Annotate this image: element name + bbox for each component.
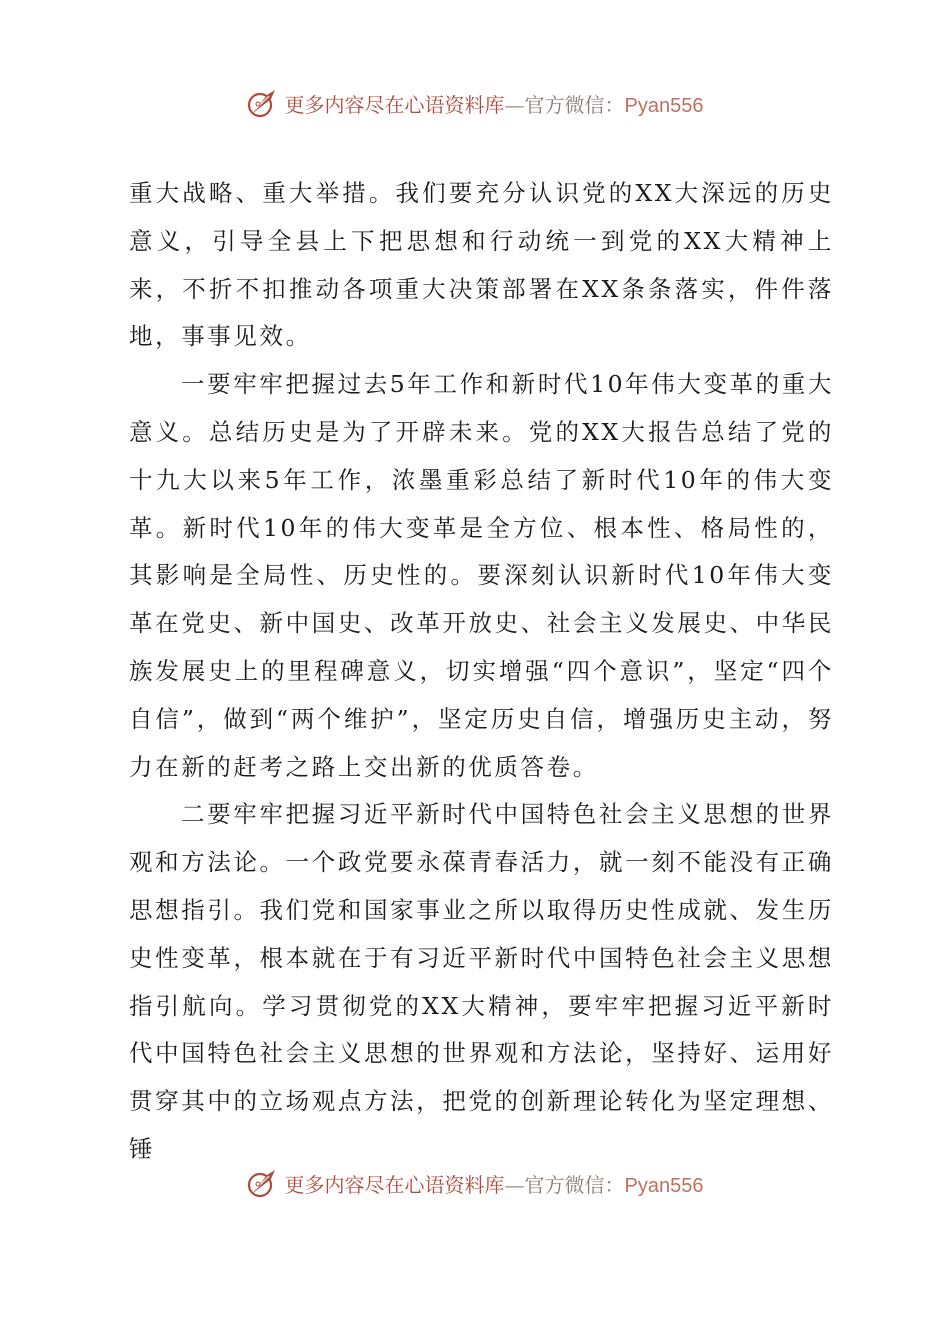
document-body	[129, 170, 834, 1174]
paragraph-point-two: 二要牢牢把握习近平新时代中国特色社会主义思想的世界观和方法论。一个政党要永葆青春活力，就一刻不能没有正确思想指引。我们党和国家事业之所以取得历史性成就、发生历史性变革，根本就在于有习近平新时代中国特色社会主义思想指引航向。学习贯彻党的XX大精神，要牢牢把握习近平新时代中国特色社会主义思想的世界观和方法论，坚持好、运用好贯穿其中的立场观点方法，把党的创新理论转化为坚定理想、锤	[129, 800, 834, 1163]
watermark-separator: —	[504, 1172, 525, 1197]
paragraph-continued: 重大战略、重大举措。我们要充分认识党的XX大深远的历史意义，引导全县上下把思想和行动统一到党的XX大精神上来，不折不扣推动各项重大决策部署在XX条条落实，件件落地，事事见效。	[129, 179, 834, 351]
watermark-id: Pyan556	[624, 94, 704, 117]
header-watermark	[0, 83, 950, 123]
watermark-sub: 官方微信：	[524, 1172, 625, 1197]
watermark-main: 更多内容尽在心语资料库	[284, 1172, 505, 1197]
watermark-text	[285, 1169, 704, 1198]
watermark-main: 更多内容尽在心语资料库	[284, 92, 505, 117]
watermark-text	[285, 89, 704, 118]
watermark-separator: —	[504, 92, 525, 117]
watermark-id: Pyan556	[624, 1174, 704, 1197]
quill-pen-logo-icon	[247, 87, 279, 119]
watermark-sub: 官方微信：	[524, 92, 625, 117]
footer-watermark	[0, 1163, 950, 1203]
paragraph-point-one: 一要牢牢把握过去5年工作和新时代10年伟大变革的重大意义。总结历史是为了开辟未来。党的XX大报告总结了党的十九大以来5年工作，浓墨重彩总结了新时代10年的伟大变革。新时代10年的伟大变革是全方位、根本性、格局性的，其影响是全局性、历史性的。要深刻认识新时代10年伟大变革在党史、新中国史、改革开放史、社会主义发展史、中华民族发展史上的里程碑意义，切实增强“四个意识”，坚定“四个自信”，做到“两个维护”，坚定历史自信，增强历史主动，努力在新的赶考之路上交出新的优质答卷。	[129, 370, 834, 781]
quill-pen-logo-icon	[247, 1167, 279, 1199]
